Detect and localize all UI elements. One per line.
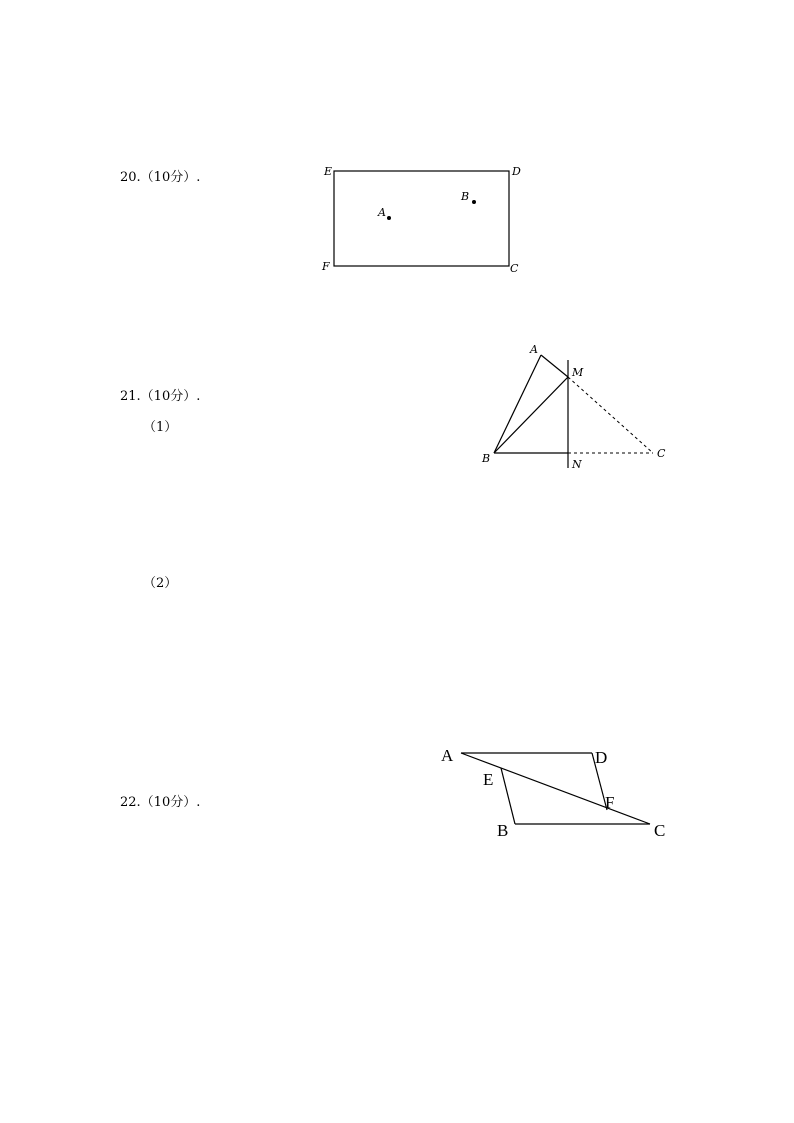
segment-eb xyxy=(501,768,515,824)
q22-label-d: D xyxy=(595,748,608,767)
q22-label-e: E xyxy=(483,770,494,789)
q20-label-b: B xyxy=(461,190,470,203)
q21-label-b: B xyxy=(482,452,491,465)
question-20-label: 20.（10分）. xyxy=(120,170,201,185)
q20-label-e: E xyxy=(324,165,333,178)
question-22-label: 22.（10分）. xyxy=(120,795,201,810)
q22-label-f: F xyxy=(605,793,615,812)
q20-label-c: C xyxy=(510,262,519,275)
question-21-part-2: （2） xyxy=(143,576,178,591)
q22-label-b: B xyxy=(497,821,509,840)
question-21-label: 21.（10分）. xyxy=(120,389,201,404)
q20-label-a: A xyxy=(378,206,386,219)
q21-label-m: M xyxy=(572,366,584,379)
q21-label-a: A xyxy=(530,343,538,356)
q21-label-c: C xyxy=(657,447,666,460)
q22-label-c: C xyxy=(654,821,666,840)
q20-label-d: D xyxy=(512,165,521,178)
q22-label-a: A xyxy=(441,746,454,765)
q20-label-f: F xyxy=(322,260,330,273)
q21-label-n: N xyxy=(572,458,582,471)
question-21-part-1: （1） xyxy=(143,420,178,435)
